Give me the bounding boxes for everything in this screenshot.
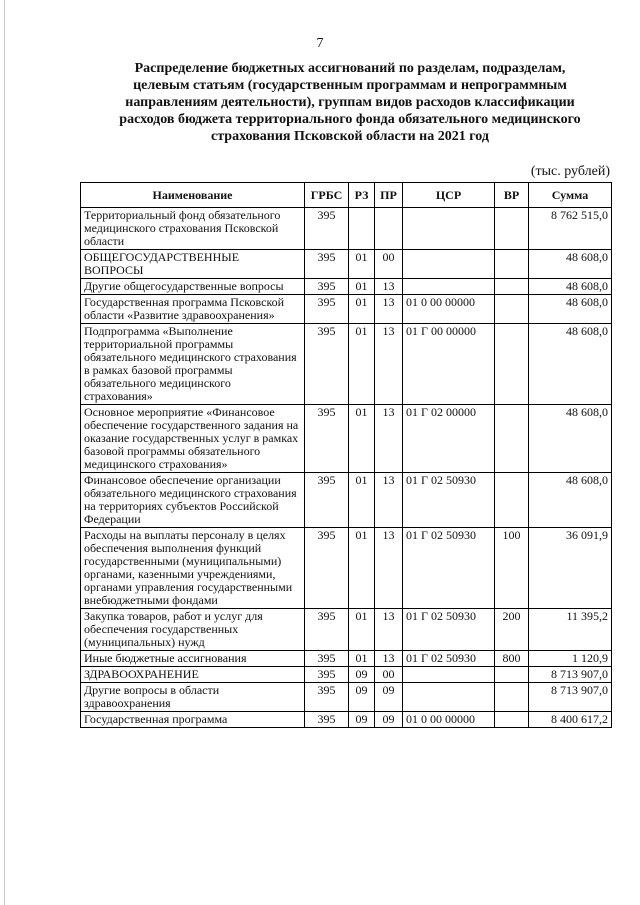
cell-grbs: 395: [305, 651, 349, 667]
cell-csr: 01 Г 00 00000: [403, 324, 495, 405]
cell-csr: 01 0 00 00000: [403, 712, 495, 728]
cell-vr: [495, 295, 529, 324]
table-row: [81, 295, 612, 324]
cell-csr: 01 Г 02 50930: [403, 528, 495, 609]
table-row: [81, 528, 612, 609]
cell-vr: 100: [495, 528, 529, 609]
cell-name: ОБЩЕГОСУДАРСТВЕННЫЕ ВОПРОСЫ: [81, 250, 305, 279]
cell-vr: [495, 712, 529, 728]
cell-name: Государственная программа: [81, 712, 305, 728]
table-row: [81, 651, 612, 667]
table-row: [81, 712, 612, 728]
cell-csr: [403, 250, 495, 279]
cell-grbs: 395: [305, 473, 349, 528]
cell-pr: 13: [375, 528, 403, 609]
column-header-name: Наименование: [81, 183, 305, 208]
column-header-pr: ПР: [375, 183, 403, 208]
cell-csr: 01 Г 02 50930: [403, 473, 495, 528]
cell-grbs: 395: [305, 208, 349, 250]
table-row: [81, 250, 612, 279]
cell-name: Расходы на выплаты персоналу в целях обеспечения выполнения функций государственными (муниципальными) органами, казенными учреждениями, органами управления государственными внебюджетными фондами: [81, 528, 305, 609]
cell-grbs: 395: [305, 712, 349, 728]
title-line: Распределение бюджетных ассигнований по разделам, подразделам,: [134, 61, 566, 76]
cell-sum: 48 608,0: [529, 279, 612, 295]
cell-vr: 800: [495, 651, 529, 667]
cell-vr: [495, 667, 529, 683]
cell-pr: 13: [375, 295, 403, 324]
cell-grbs: 395: [305, 667, 349, 683]
cell-name: Иные бюджетные ассигнования: [81, 651, 305, 667]
cell-rz: 01: [349, 651, 375, 667]
title-line: расходов бюджета территориального фонда обязательного медицинского: [119, 112, 581, 127]
cell-pr: 13: [375, 324, 403, 405]
title-line: страхования Псковской области на 2021 год: [211, 129, 489, 144]
table-row: [81, 279, 612, 295]
page-number: 7: [316, 36, 324, 51]
table-row: [81, 609, 612, 651]
cell-name: Другие вопросы в области здравоохранения: [81, 683, 305, 712]
page-edge-line: [4, 0, 5, 905]
cell-sum: 8 713 907,0: [529, 683, 612, 712]
cell-sum: 48 608,0: [529, 295, 612, 324]
cell-rz: 01: [349, 473, 375, 528]
table-header-row: [81, 183, 612, 208]
column-header-vr: ВР: [495, 183, 529, 208]
cell-grbs: 395: [305, 250, 349, 279]
cell-csr: [403, 208, 495, 250]
cell-pr: [375, 208, 403, 250]
cell-rz: 09: [349, 712, 375, 728]
cell-grbs: 395: [305, 405, 349, 473]
cell-name: ЗДРАВООХРАНЕНИЕ: [81, 667, 305, 683]
cell-csr: [403, 683, 495, 712]
cell-name: Финансовое обеспечение организации обязательного медицинского страхования на территориях субъектов Российской Федерации: [81, 473, 305, 528]
cell-rz: 09: [349, 667, 375, 683]
cell-name: Закупка товаров, работ и услуг для обеспечения государственных (муниципальных) нужд: [81, 609, 305, 651]
cell-grbs: 395: [305, 609, 349, 651]
table-row: [81, 324, 612, 405]
cell-vr: [495, 208, 529, 250]
cell-vr: 200: [495, 609, 529, 651]
units-label: (тыс. рублей): [530, 164, 610, 179]
cell-vr: [495, 250, 529, 279]
cell-csr: [403, 279, 495, 295]
cell-sum: 48 608,0: [529, 473, 612, 528]
cell-rz: 01: [349, 528, 375, 609]
cell-grbs: 395: [305, 528, 349, 609]
table-row: [81, 405, 612, 473]
cell-csr: [403, 667, 495, 683]
column-header-csr: ЦСР: [403, 183, 495, 208]
cell-rz: 01: [349, 250, 375, 279]
cell-pr: 09: [375, 683, 403, 712]
cell-csr: 01 Г 02 50930: [403, 609, 495, 651]
cell-rz: 01: [349, 279, 375, 295]
cell-rz: 01: [349, 405, 375, 473]
cell-pr: 13: [375, 279, 403, 295]
cell-vr: [495, 279, 529, 295]
cell-sum: 36 091,9: [529, 528, 612, 609]
cell-csr: 01 0 00 00000: [403, 295, 495, 324]
cell-sum: 48 608,0: [529, 405, 612, 473]
cell-name: Другие общегосударственные вопросы: [81, 279, 305, 295]
cell-grbs: 395: [305, 279, 349, 295]
document-title: [90, 60, 610, 145]
column-header-sum: Сумма: [529, 183, 612, 208]
column-header-rz: РЗ: [349, 183, 375, 208]
cell-pr: 13: [375, 405, 403, 473]
cell-vr: [495, 473, 529, 528]
cell-name: Подпрограмма «Выполнение территориальной программы обязательного медицинского страхования в рамках базовой программы обязательного медицинского страхования»: [81, 324, 305, 405]
cell-sum: 1 120,9: [529, 651, 612, 667]
cell-name: Основное мероприятие «Финансовое обеспечение государственного задания на оказание государственных услуг в рамках базовой программы обязательного медицинского страхования»: [81, 405, 305, 473]
cell-sum: 8 400 617,2: [529, 712, 612, 728]
cell-rz: 09: [349, 683, 375, 712]
cell-vr: [495, 683, 529, 712]
cell-pr: 00: [375, 667, 403, 683]
cell-pr: 00: [375, 250, 403, 279]
cell-pr: 13: [375, 473, 403, 528]
cell-pr: 13: [375, 651, 403, 667]
column-header-grbs: ГРБС: [305, 183, 349, 208]
cell-sum: 8 713 907,0: [529, 667, 612, 683]
cell-vr: [495, 324, 529, 405]
cell-sum: 11 395,2: [529, 609, 612, 651]
cell-csr: 01 Г 02 50930: [403, 651, 495, 667]
budget-table: [80, 182, 612, 728]
table-row: [81, 473, 612, 528]
cell-sum: 48 608,0: [529, 324, 612, 405]
table-row: [81, 208, 612, 250]
cell-grbs: 395: [305, 295, 349, 324]
cell-rz: 01: [349, 295, 375, 324]
cell-rz: [349, 208, 375, 250]
cell-name: Территориальный фонд обязательного медицинского страхования Псковской области: [81, 208, 305, 250]
cell-rz: 01: [349, 609, 375, 651]
cell-pr: 09: [375, 712, 403, 728]
table-row: [81, 683, 612, 712]
cell-sum: 48 608,0: [529, 250, 612, 279]
cell-name: Государственная программа Псковской области «Развитие здравоохранения»: [81, 295, 305, 324]
cell-pr: 13: [375, 609, 403, 651]
cell-grbs: 395: [305, 683, 349, 712]
cell-grbs: 395: [305, 324, 349, 405]
title-line: целевым статьям (государственным программам и непрограммным: [133, 78, 567, 93]
cell-rz: 01: [349, 324, 375, 405]
cell-vr: [495, 405, 529, 473]
cell-sum: 8 762 515,0: [529, 208, 612, 250]
table-row: [81, 667, 612, 683]
cell-csr: 01 Г 02 00000: [403, 405, 495, 473]
title-line: направлениям деятельности), группам видов расходов классификации: [125, 95, 575, 110]
